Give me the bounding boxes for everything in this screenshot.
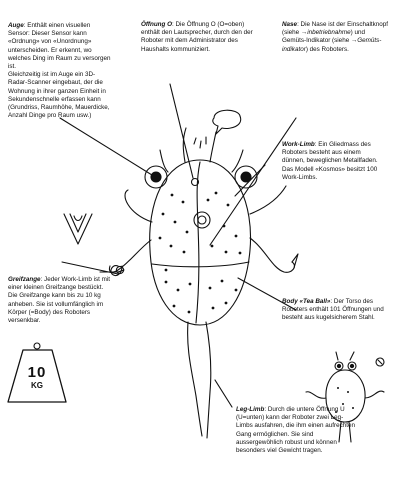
leader-eye [60, 118, 160, 180]
note-nase-text-1: : Die Nase ist der Einschaltknopf (siehe [282, 21, 389, 37]
limb-right-upper [250, 186, 286, 214]
nose-inner [198, 216, 206, 224]
weight-badge-unit: KG [31, 381, 43, 390]
antennae [183, 110, 240, 162]
note-leg-limb-text: : Durch die untere Öffnung U (U=unten) kann der Roboter zwei Leg-Limbs ausfahren, die ihm einen aufrechten Gang ermöglichen. Sie sind aussergewöhlich robust und können besonders viel Gewicht tragen. [236, 406, 356, 455]
robot-eyes [145, 150, 257, 188]
eye-stalk-right [232, 150, 243, 172]
nose-outer [194, 212, 210, 228]
eye-left-inner [151, 172, 161, 182]
note-auge [8, 22, 113, 120]
body-seam [196, 162, 200, 323]
note-auge-term: Auge [8, 22, 24, 29]
weight-badge-number: 10 [27, 364, 47, 381]
note-oeffnung-o-text: : Die Öffnung O (O=oben) enthält den Lautsprecher, durch den der Roboter mit dem Administrator des Haushalts kommuniziert. [141, 21, 253, 53]
limb-right-arm [250, 238, 294, 272]
note-auge-text-2: Gleichzeitig ist im Auge ein 3D-Radar-Scanner eingebaut, der die Wohnung in ihrer ganzen Einheit in Sekundenschnelle erfassen kann (Grundriss, Raumhöhe, Mauerdicke, Anzahl Dinge pro Raum usw.) [8, 71, 110, 120]
speech-bubble [213, 110, 241, 134]
leg-left [188, 322, 202, 436]
weight-badge [6, 345, 68, 403]
note-work-limb-text: : Ein Gliedmass des Roboters besteht aus einem dünnen, beweglichen Metallfaden. Das Modell «Kosmos» besitzt 100 Work-Limbs. [282, 141, 378, 181]
leader-leg-limb [215, 380, 232, 407]
note-leg-limb-term: Leg-Limb [236, 406, 265, 413]
note-body [282, 298, 390, 323]
note-body-text: : Der Torso des Roboters enthält 101 Öffnungen und besteht aus kugelsicherem Stahl. [282, 298, 384, 322]
body-equator [152, 262, 249, 267]
body-outline [150, 160, 251, 325]
note-work-limb-term: Work-Limb [282, 141, 315, 148]
note-nase-term: Nase [282, 21, 298, 28]
note-nase-text-3: ) des Roboters. [305, 45, 349, 53]
note-nase [282, 21, 390, 54]
note-nase-ref-1: →inbetriebnahme [300, 29, 351, 37]
note-oeffnung-o [141, 21, 253, 54]
note-nase-ref-2: →Gemüts-indikator [282, 37, 382, 53]
leader-lines [60, 84, 296, 407]
leg-right [206, 322, 211, 438]
note-nase-text-2: ) und Gemüts-Indikator (siehe [282, 29, 365, 45]
body-holes [159, 192, 242, 314]
note-greifzange-text: : Jeder Work-Limb ist mit einer kleinen Greifzange bestückt. Die Greifzange kann bis zu 10 kg anheben. Sie ist vollumfänglich im Körper (=Body) des Roboters versenkbar. [8, 276, 111, 325]
eye-right-inner [241, 172, 251, 182]
note-greifzange [8, 276, 112, 325]
note-leg-limb [236, 406, 356, 455]
limb-left-upper [125, 190, 152, 222]
note-body-term: Body «Tea Ball» [282, 298, 331, 305]
robot-body [150, 160, 251, 325]
grip-right [292, 254, 298, 268]
limb-left-arm [109, 240, 151, 272]
note-auge-text: : Enthält einen visuellen Sensor: Dieser Sensor kann «Ordnung» von «Unordnung» unterscheiden. Er erkennt, wo welches Ding im Raum zu versorgen ist. [8, 22, 111, 71]
note-greifzange-term: Greifzange [8, 276, 41, 283]
leg-limbs [188, 322, 211, 438]
work-limbs [109, 186, 298, 276]
note-work-limb [282, 141, 385, 182]
note-oeffnung-o-term: Öffnung O [141, 21, 173, 28]
